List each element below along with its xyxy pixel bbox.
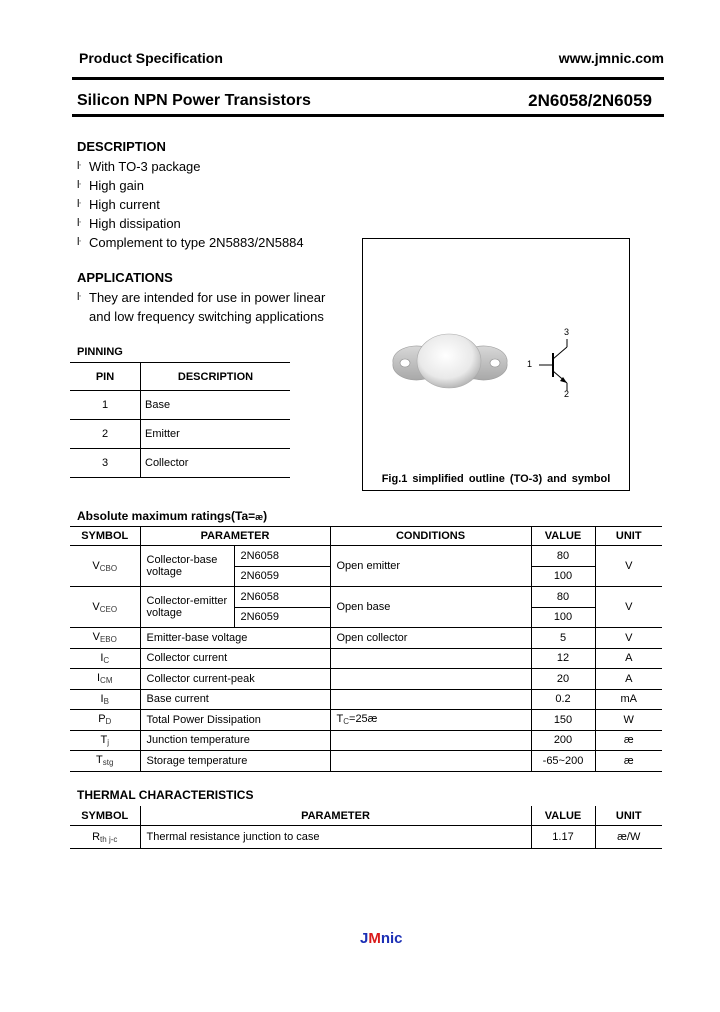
list-item [77,233,304,252]
abs-max-heading [77,509,267,523]
conditions-cell: Open collector [330,628,531,649]
jmnic-logo [360,930,403,947]
logo-m: M [368,930,381,947]
parameter-cell: Total Power Dissipation [140,710,330,731]
parameter-cell: Collector current-peak [140,669,330,690]
description-heading: DESCRIPTION [77,139,166,154]
logo-rest: nic [380,930,403,947]
unit-cell: W [595,710,662,731]
table-row [70,420,290,449]
applications-heading: APPLICATIONS [77,270,173,285]
symbol-cell [70,751,140,772]
unit-cell: æ/W [595,826,662,849]
cond-rest: =25æ [349,713,378,726]
conditions-cell: Open base [330,587,531,628]
symbol-cell [70,710,140,731]
list-item [77,176,304,195]
table-row [70,669,662,690]
pin-description: Collector [141,449,291,478]
pinning-heading: PINNING [77,346,123,358]
conditions-cell: Open emitter [330,546,531,587]
col-conditions: CONDITIONS [330,527,531,546]
list-item [77,157,304,176]
npn-symbol-icon [363,239,629,439]
symbol-cell [70,587,140,628]
sym: R [92,830,101,843]
pin-number: 3 [70,449,141,478]
item-text: High current [89,197,160,212]
table-row [70,730,662,751]
item-text: High dissipation [89,216,181,231]
device-cell: 2N6059 [234,607,330,628]
device-cell: 2N6059 [234,566,330,587]
header-rule [72,77,664,80]
applications-list [77,288,325,326]
figure-caption: Fig.1 simplified outline (TO-3) and symbol [381,473,611,485]
table-row [70,751,662,772]
table-row [70,546,662,567]
sym-sub: CEO [99,604,118,614]
bullet-icon: ŀ [77,160,81,172]
item-text: They are intended for use in power linear [89,290,326,305]
title-rule [72,114,664,117]
sym-sub: j [107,737,109,747]
bullet-icon: ŀ [77,236,81,248]
description-list [77,157,304,252]
item-text: and low frequency switching applications [89,309,324,324]
unit-cell: A [595,648,662,669]
unit-cell: V [595,546,662,587]
list-item [77,288,325,326]
value-cell: 80 [531,587,595,608]
col-description: DESCRIPTION [141,363,291,391]
pin-number: 2 [70,420,141,449]
value-cell: 100 [531,607,595,628]
pin3-label: 3 [564,327,570,337]
value-cell: -65~200 [531,751,595,772]
bullet-icon: ŀ [77,179,81,191]
item-text: With TO-3 package [89,159,201,174]
unit-cell: mA [595,689,662,710]
sym: I [100,651,104,664]
sym-sub: CBO [99,563,118,573]
heading-text: Absolute maximum ratings(Ta= [77,509,256,523]
conditions-cell [330,648,531,669]
unit-cell: V [595,628,662,649]
header-title: Product Specification [79,50,223,66]
pin-description: Emitter [141,420,291,449]
parameter-cell: Storage temperature [140,751,330,772]
pin-description: Base [141,391,291,420]
parameter-cell: Thermal resistance junction to case [140,826,531,849]
sym-sub: th j-c [100,834,118,844]
symbol-cell [70,826,140,849]
col-symbol: SYMBOL [70,527,140,546]
sym-sub: C [103,655,110,665]
unit-cell: V [595,587,662,628]
unit-cell: æ [595,730,662,751]
part-number: 2N6058/2N6059 [528,91,652,110]
sym: V [92,600,100,613]
table-row [70,628,662,649]
symbol-cell [70,730,140,751]
heading-unit: æ [255,512,264,522]
col-unit: UNIT [595,527,662,546]
bullet-icon: ŀ [77,291,81,303]
sym: P [98,713,106,726]
logo-j: J [360,930,369,947]
parameter-cell: Collector-emitter voltage [140,587,234,628]
header-url: www.jmnic.com [558,50,664,66]
device-cell: 2N6058 [234,546,330,567]
abs-max-table [70,526,662,772]
pin1-label: 1 [527,359,533,369]
col-pin: PIN [70,363,141,391]
parameter-cell: Base current [140,689,330,710]
figure-box [362,238,630,491]
item-text: Complement to type 2N5883/2N5884 [89,235,304,250]
list-item [77,195,304,214]
sym-sub: D [105,717,112,727]
col-value: VALUE [531,806,595,826]
value-cell: 80 [531,546,595,567]
col-parameter: PARAMETER [140,527,330,546]
sym: T [96,754,103,767]
sym-sub: EBO [99,635,117,645]
parameter-cell: Collector-base voltage [140,546,234,587]
table-row [70,391,290,420]
sym: T [100,733,108,746]
pinning-table [70,362,290,478]
conditions-cell [330,669,531,690]
bullet-icon: ŀ [77,217,81,229]
sym-sub: stg [102,758,114,768]
parameter-cell: Emitter-base voltage [140,628,330,649]
table-row [70,826,662,849]
value-cell: 0.2 [531,689,595,710]
sym-sub: B [103,696,109,706]
symbol-cell [70,628,140,649]
col-parameter: PARAMETER [140,806,531,826]
table-row [70,710,662,731]
pin-number: 1 [70,391,141,420]
cond-sub: C [343,717,350,727]
value-cell: 12 [531,648,595,669]
unit-cell: A [595,669,662,690]
bullet-icon: ŀ [77,198,81,210]
list-item [77,214,304,233]
product-category: Silicon NPN Power Transistors [77,92,311,109]
col-value: VALUE [531,527,595,546]
value-cell: 20 [531,669,595,690]
conditions-cell [330,751,531,772]
value-cell: 100 [531,566,595,587]
conditions-cell [330,710,531,731]
conditions-cell [330,689,531,710]
value-cell: 5 [531,628,595,649]
item-text: High gain [89,178,144,193]
symbol-cell [70,648,140,669]
col-symbol: SYMBOL [70,806,140,826]
parameter-cell: Junction temperature [140,730,330,751]
sym: I [100,692,104,705]
thermal-heading: THERMAL CHARACTERISTICS [77,788,254,802]
value-cell: 200 [531,730,595,751]
table-row [70,648,662,669]
sym: V [92,631,100,644]
device-cell: 2N6058 [234,587,330,608]
parameter-cell: Collector current [140,648,330,669]
unit-cell: æ [595,751,662,772]
table-row [70,449,290,478]
symbol-cell [70,546,140,587]
sym-sub: CM [100,676,113,686]
value-cell: 1.17 [531,826,595,849]
heading-close: ) [263,509,268,523]
cond-sym: T [336,713,344,726]
sym: V [92,559,100,572]
col-unit: UNIT [595,806,662,826]
symbol-cell [70,669,140,690]
thermal-table [70,806,662,849]
sym: I [96,672,101,685]
value-cell: 150 [531,710,595,731]
table-row [70,587,662,608]
pin2-label: 2 [564,389,570,399]
table-row [70,689,662,710]
conditions-cell [330,730,531,751]
symbol-cell [70,689,140,710]
